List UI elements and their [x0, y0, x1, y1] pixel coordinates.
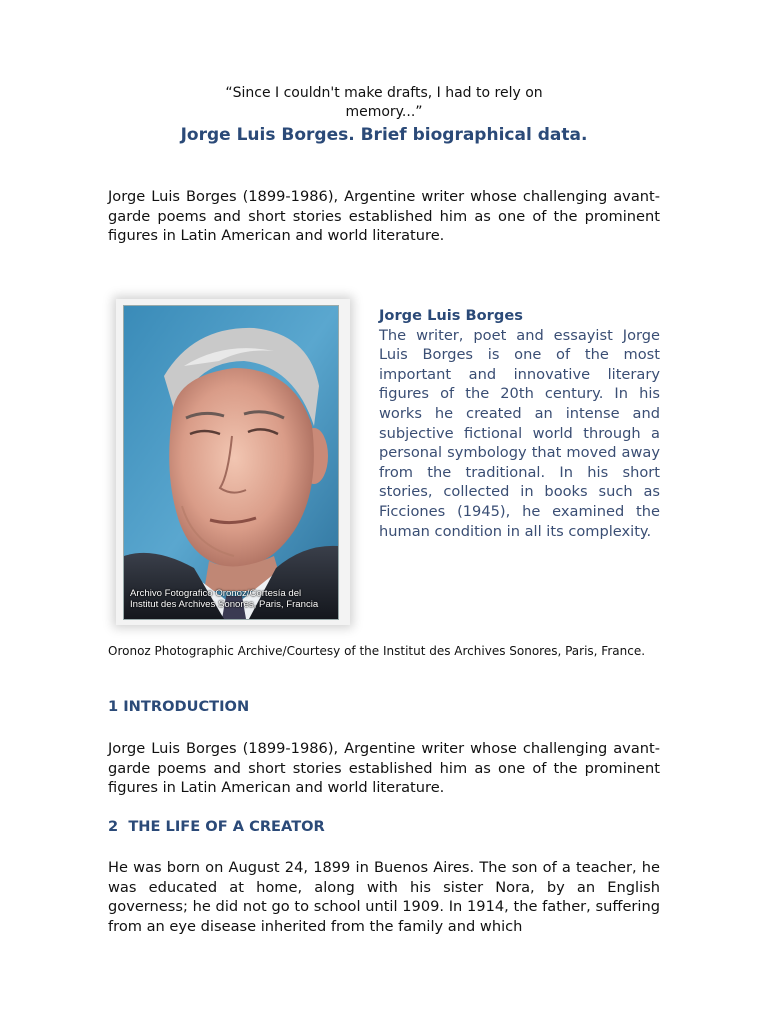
- portrait-illustration: [124, 306, 338, 619]
- portrait-photo: [123, 305, 339, 620]
- document-title: Jorge Luis Borges. Brief biographical data.: [180, 125, 588, 145]
- sidebar-bio: [379, 306, 660, 541]
- portrait-photo-frame: [116, 299, 350, 625]
- sidebar-text: The writer, poet and essayist Jorge Luis Borges is one of the most important and innovative literary figures of the 20th century. In his works he created an intense and subjective fictional world through a personal symbology that moved away from the traditional. In his short stories, collected in books such as Ficciones (1945), he examined the human condition in all its complexity.: [379, 326, 660, 540]
- section-body-life-of-a-creator: He was born on August 24, 1899 in Buenos Aires. The son of a teacher, he was educated at home, along with his sister Nora, by an English governess; he did not go to school until 1909. In 1914, the father, suffering from an eye disease inherited from the family and which: [108, 859, 660, 935]
- photo-credit: Oronoz Photographic Archive/Courtesy of the Institut des Archives Sonores, Paris, France.: [108, 644, 646, 658]
- epigraph-quote: “Since I couldn't make drafts, I had to rely on memory...”: [225, 85, 543, 120]
- section-body-introduction: Jorge Luis Borges (1899-1986), Argentine writer whose challenging avant-garde poems and short stories established him as one of the prominent figures in Latin American and world literature.: [108, 740, 660, 797]
- section-heading-life-of-a-creator: 2 THE LIFE OF A CREATOR: [108, 818, 325, 835]
- intro-paragraph: Jorge Luis Borges (1899-1986), Argentine writer whose challenging avant-garde poems and short stories established him as one of the prominent figures in Latin American and world literature.: [108, 188, 660, 245]
- photo-overlay-caption: Archivo Fotografico Oronoz/Cortesía del Institut des Archives Sonores, Paris, Francia: [130, 587, 319, 611]
- sidebar-title: Jorge Luis Borges: [379, 307, 523, 324]
- section-heading-introduction: 1 INTRODUCTION: [108, 698, 250, 715]
